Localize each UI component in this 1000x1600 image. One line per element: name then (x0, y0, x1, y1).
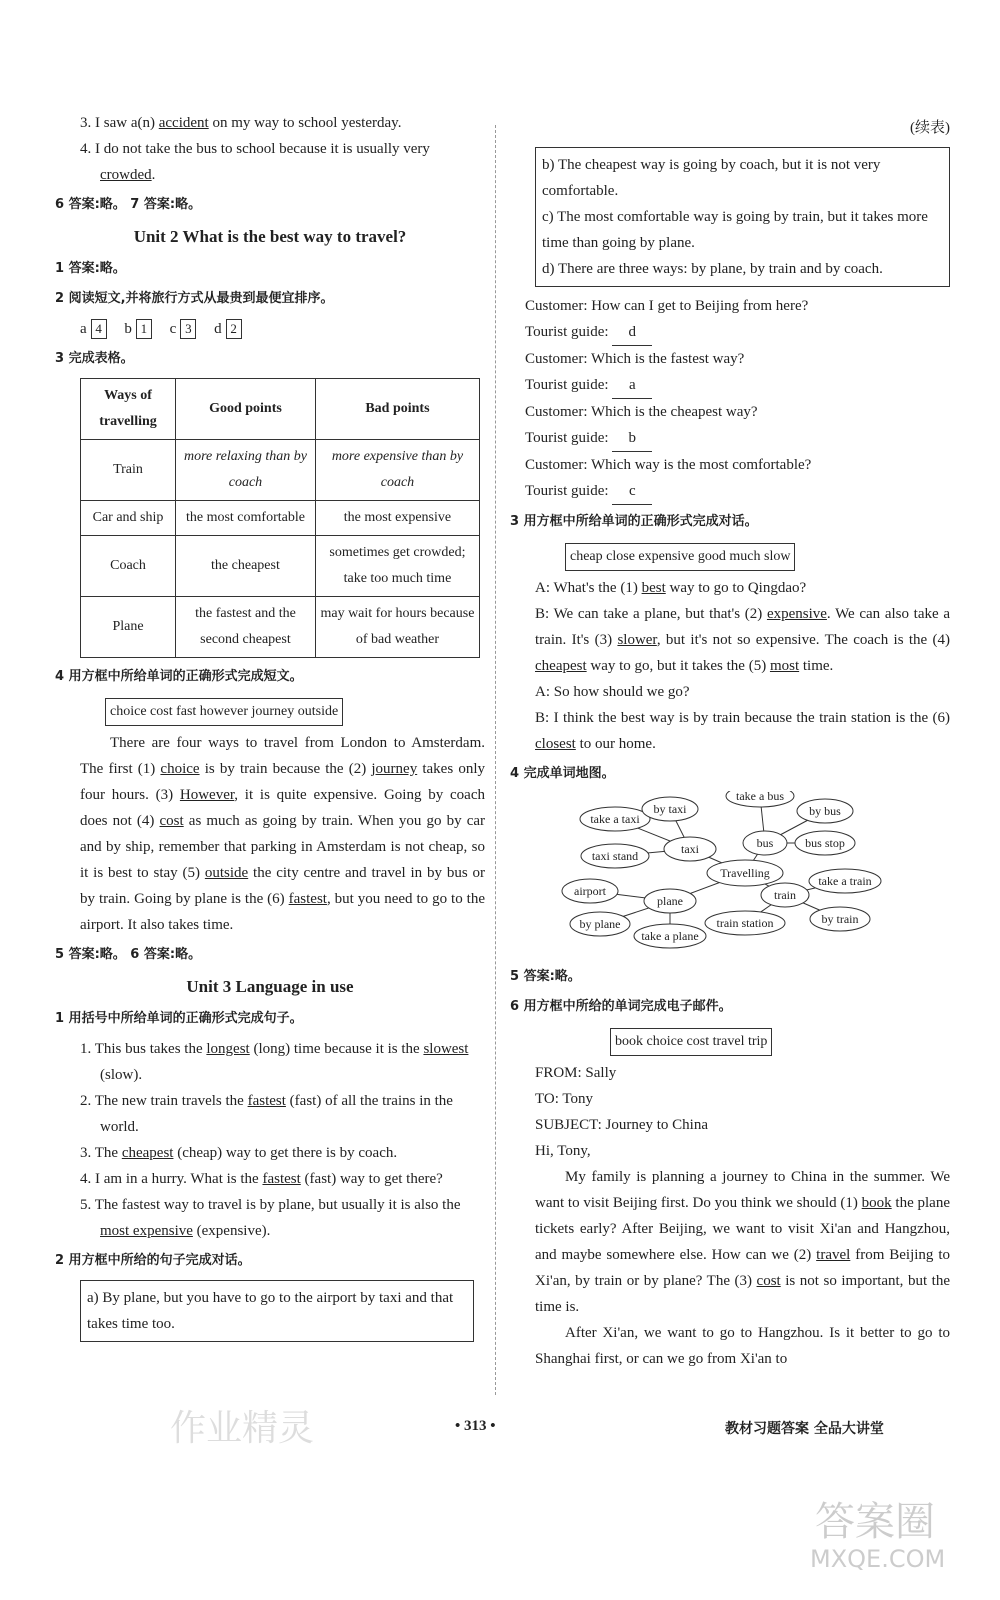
unit2-title: Unit 2 What is the best way to travel? (133, 227, 407, 246)
answer-blank: cost (159, 813, 184, 829)
answer-blank: best (641, 580, 666, 596)
answer-blank: cost (756, 1273, 781, 1289)
map-node: airport (574, 884, 606, 898)
word-map (530, 791, 950, 951)
u3-s2: 2. The new train travels the fastest (fast) of all the trains in the world. (80, 1093, 453, 1135)
answer-blank: slower (617, 632, 657, 648)
footer-label: 教材习题答案 全品大讲堂 (725, 1421, 884, 1437)
u2-q1: 1 答案:略。 (55, 261, 126, 276)
map-node: by bus (809, 804, 841, 818)
option-c: c) The most comfortable way is going by train, but it takes more time than going by plane. (542, 209, 928, 251)
map-node: taxi stand (591, 849, 639, 863)
email-header: FROM: Sally TO: Tony SUBJECT: Journey to China Hi, Tony, (535, 1065, 709, 1159)
map-node: by plane (579, 917, 621, 931)
map-node: Travelling (720, 866, 770, 880)
map-node: take a bus (736, 791, 784, 803)
map-node: by train (821, 912, 859, 926)
watermark-c: MXQE.COM (810, 1545, 946, 1573)
map-node: plane (657, 894, 683, 908)
travel-table: Ways of travelling Good points Bad points Train more relaxing than by coach more expensive than by coach Car and ship the most comfortable the most expensive Coach the cheapest sometimes get crowded; take too much time Plane the fastest and the second cheapest may wait for hours because of bad weather (80, 378, 480, 658)
answer-blank: However (179, 787, 235, 803)
dialog-2: A: What's the (1) best way to go to Qingdao? B: We can take a plane, but that's (2) expensive. We can also take a train. It's (3) slower, but it's not so expensive. The coach is the (4) cheapest way to go, but it takes the (5) most time. A: So how should we go? B: I think the best way is by train because the train station is the (6) closest to our home. (535, 580, 951, 752)
u3-q1: 1 用括号中所给单词的正确形式完成句子。 (55, 1011, 303, 1026)
u2-q4: 4 用方框中所给单词的正确形式完成短文。 (55, 669, 303, 684)
column-divider (495, 125, 496, 1395)
u2-q2: 2 阅读短文,并将旅行方式从最贵到最便宜排序。 (55, 291, 334, 306)
options-box (535, 147, 950, 287)
option-a-box: a) By plane, but you have to go to the airport by taxi and that takes time too. (80, 1280, 474, 1342)
answer-blank: outside (204, 865, 249, 881)
r-q6: 6 用方框中所给的单词完成电子邮件。 (510, 999, 732, 1014)
q3-word-box: cheap close expensive good much slow (565, 543, 795, 571)
answer-blank: most (769, 658, 800, 674)
answer-blank: fastest (288, 891, 327, 907)
map-node: by taxi (653, 802, 687, 816)
dialog-1: Customer: How can I get to Beijing from here? Tourist guide: d Customer: Which is the fastest way? Tourist guide: a Customer: Which is the cheapest way? Tourist guide: b Customer: Which way is the most comfortable? Tourist guide: c (525, 293, 950, 505)
answer-blank: book (861, 1195, 892, 1211)
map-node: train (774, 888, 796, 902)
map-node: train station (716, 916, 774, 930)
email-body-2: After Xi'an, we want to go to Hangzhou. Is it better to go to Shanghai first, or can we go from Xi'an to (535, 1325, 950, 1367)
u3-q2: 2 用方框中所给的句子完成对话。 (55, 1253, 251, 1268)
r-q4: 4 完成单词地图。 (510, 766, 615, 781)
left-column (55, 110, 485, 1348)
q3-sentence: 3. I saw a(n) accident on my way to school yesterday. (80, 115, 402, 131)
answer-blank: cheapest (535, 658, 587, 674)
map-node: bus stop (805, 836, 845, 850)
u3-s1: 1. This bus takes the longest (long) time because it is the slowest (slow). (80, 1041, 469, 1083)
q6-word-box: book choice cost travel trip (610, 1028, 772, 1056)
map-node: take a plane (641, 929, 699, 943)
q67: 6 答案:略。 7 答案:略。 (55, 197, 202, 212)
right-column (510, 115, 950, 1372)
map-node: bus (756, 836, 774, 850)
u2-q3: 3 完成表格。 (55, 351, 134, 366)
watermark-a: 作业精灵 (170, 1408, 315, 1449)
u2-q56: 5 答案:略。 6 答案:略。 (55, 947, 202, 962)
map-node: taxi (681, 842, 699, 856)
page-number: • 313 • (455, 1418, 496, 1434)
r-q5: 5 答案:略。 (510, 969, 581, 984)
answer-blank: journey (371, 761, 418, 777)
unit3-title: Unit 3 Language in use (186, 977, 354, 996)
q4-word-box: choice cost fast however journey outside (105, 698, 343, 726)
answer-blank: closest (535, 736, 576, 752)
map-node: take a train (818, 874, 872, 888)
email-body: My family is planning a journey to China in the summer. We want to visit Beijing first. Do you think we should (1) book the plane tickets early? After Beijing, we want to visit Xi'an and Hangzhou, and maybe somewhere else. How can we (2) travel from Beijing to Xi'an, by train or by plane? The (3) cost is not so important, but the time is. (535, 1169, 950, 1315)
u3-s3: 3. The cheapest (cheap) way to get there is by coach. (80, 1145, 398, 1161)
map-node: take a taxi (590, 812, 640, 826)
continued-label: (续表) (910, 120, 950, 136)
r-q3: 3 用方框中所给单词的正确形式完成对话。 (510, 514, 758, 529)
answer-blank: expensive (766, 606, 827, 622)
order-answers: a 4 b 1 c 3 d 2 (80, 316, 485, 342)
answer-blank: travel (816, 1247, 851, 1263)
answer-blank: choice (160, 761, 200, 777)
passage: There are four ways to travel from London to Amsterdam. The first (1) choice is by train because the (2) journey takes only four hours. (3) However, it is quite expensive. Going by coach does not (4) cost as much as going by train. When you go by car and by ship, remember that parking in Amsterdam is not cheap, so it is best to stay (5) outside the city centre and travel in by bus or by train. Going by plane is the (6) fastest, but you need to go to the airport. It also takes time. (80, 735, 485, 933)
u3-s5: 5. The fastest way to travel is by plane, but usually it is also the most expensive (expensive). (80, 1197, 461, 1239)
u3-s4: 4. I am in a hurry. What is the fastest (fast) way to get there? (80, 1171, 443, 1187)
q4-sentence: 4. I do not take the bus to school because it is usually very crowded. (80, 141, 430, 183)
option-b: b) The cheapest way is going by coach, but it is not very comfortable. (542, 157, 881, 199)
watermark-b: 答案圈 (815, 1499, 935, 1545)
option-d: d) There are three ways: by plane, by train and by coach. (542, 261, 883, 277)
